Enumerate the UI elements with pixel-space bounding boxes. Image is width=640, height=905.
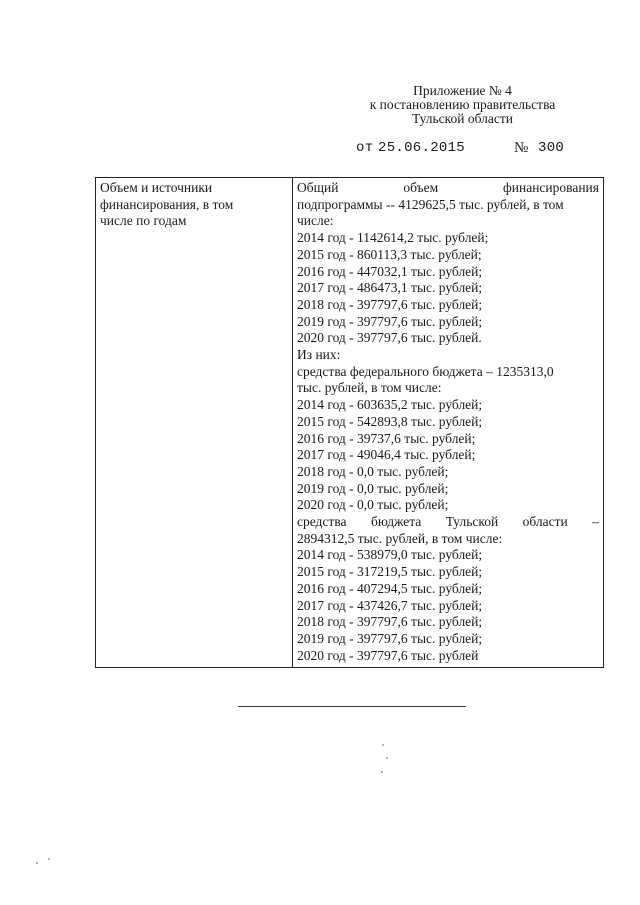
year-amount: 2014 год - 603635,2 тыс. рублей; bbox=[297, 397, 483, 413]
year-amount: 2018 год - 0,0 тыс. рублей; bbox=[297, 463, 449, 479]
financing-table bbox=[95, 177, 604, 668]
year-amount: 2015 год - 542893,8 тыс. рублей; bbox=[297, 413, 483, 429]
word: Тульской bbox=[445, 514, 499, 530]
word: области bbox=[522, 514, 568, 530]
year-amount: 2014 год - 538979,0 тыс. рублей; bbox=[297, 547, 483, 563]
word: средства bbox=[297, 514, 347, 530]
table-row bbox=[96, 178, 604, 668]
scan-speck bbox=[48, 858, 50, 860]
label-line: Объем и источники bbox=[100, 180, 213, 195]
scan-speck bbox=[386, 757, 388, 759]
financing-details-cell bbox=[293, 178, 604, 668]
year-amount: 2018 год - 397797,6 тыс. рублей; bbox=[297, 614, 483, 630]
year-amount: 2016 год - 407294,5 тыс. рублей; bbox=[297, 580, 483, 596]
label-line: финансирования, в том bbox=[100, 196, 234, 212]
regional-line-1 bbox=[297, 514, 599, 531]
year-amount: 2016 год - 447032,1 тыс. рублей; bbox=[297, 263, 483, 279]
word: – bbox=[592, 514, 599, 530]
decree-date-number bbox=[354, 140, 594, 160]
total-years-list bbox=[297, 230, 599, 347]
word: бюджета bbox=[370, 514, 422, 530]
year-amount: 2020 год - 397797,6 тыс. рублей bbox=[297, 647, 479, 663]
year-amount: 2015 год - 317219,5 тыс. рублей; bbox=[297, 564, 483, 580]
year-amount: 2017 год - 486473,1 тыс. рублей; bbox=[297, 280, 483, 296]
decree-number: 300 bbox=[538, 140, 565, 156]
label-line: числе по годам bbox=[100, 213, 187, 229]
year-amount: 2017 год - 437426,7 тыс. рублей; bbox=[297, 597, 483, 613]
total-line-1 bbox=[297, 180, 599, 197]
federal-years-list bbox=[297, 397, 599, 514]
decree-date: 25.06.2015 bbox=[378, 140, 466, 156]
regional-years-list bbox=[297, 547, 599, 664]
appendix-region: Тульской области bbox=[412, 111, 513, 126]
appendix-number: Приложение № 4 bbox=[413, 83, 512, 98]
year-amount: 2019 год - 0,0 тыс. рублей; bbox=[297, 480, 449, 496]
appendix-header bbox=[330, 84, 595, 126]
scan-speck bbox=[382, 744, 384, 746]
end-separator-line bbox=[238, 706, 466, 707]
federal-line-1 bbox=[297, 364, 599, 381]
date-label: от bbox=[356, 140, 374, 156]
word: объем bbox=[403, 180, 439, 195]
year-amount: 2018 год - 397797,6 тыс. рублей; bbox=[297, 296, 483, 312]
year-amount: 2019 год - 397797,6 тыс. рублей; bbox=[297, 313, 483, 329]
appendix-reference: к постановлению правительства bbox=[369, 97, 556, 112]
year-amount: 2015 год - 860113,3 тыс. рублей; bbox=[297, 246, 482, 262]
regional-line-2: 2894312,5 тыс. рублей, в том числе: bbox=[297, 530, 503, 546]
word: финансирования bbox=[503, 180, 599, 195]
federal-line-2: тыс. рублей, в том числе: bbox=[297, 380, 442, 396]
year-amount: 2020 год - 397797,6 тыс. рублей. bbox=[297, 330, 482, 346]
year-amount: 2019 год - 397797,6 тыс. рублей; bbox=[297, 630, 483, 646]
financing-label-cell bbox=[96, 178, 293, 668]
year-amount: 2020 год - 0,0 тыс. рублей; bbox=[297, 497, 449, 513]
year-amount: 2014 год - 1142614,2 тыс. рублей; bbox=[297, 230, 489, 246]
word: Общий bbox=[297, 180, 339, 195]
scan-speck bbox=[36, 862, 38, 864]
number-sign: № bbox=[514, 140, 529, 156]
federal-heading: средства федерального бюджета – 1235313,0 bbox=[297, 363, 554, 379]
scan-speck bbox=[381, 771, 383, 773]
of-which-label: Из них: bbox=[297, 347, 341, 363]
total-line-2: подпрограммы -- 4129625,5 тыс. рублей, в том bbox=[297, 196, 564, 212]
total-line-3: числе: bbox=[297, 213, 334, 229]
year-amount: 2017 год - 49046,4 тыс. рублей; bbox=[297, 447, 476, 463]
year-amount: 2016 год - 39737,6 тыс. рублей; bbox=[297, 430, 476, 446]
